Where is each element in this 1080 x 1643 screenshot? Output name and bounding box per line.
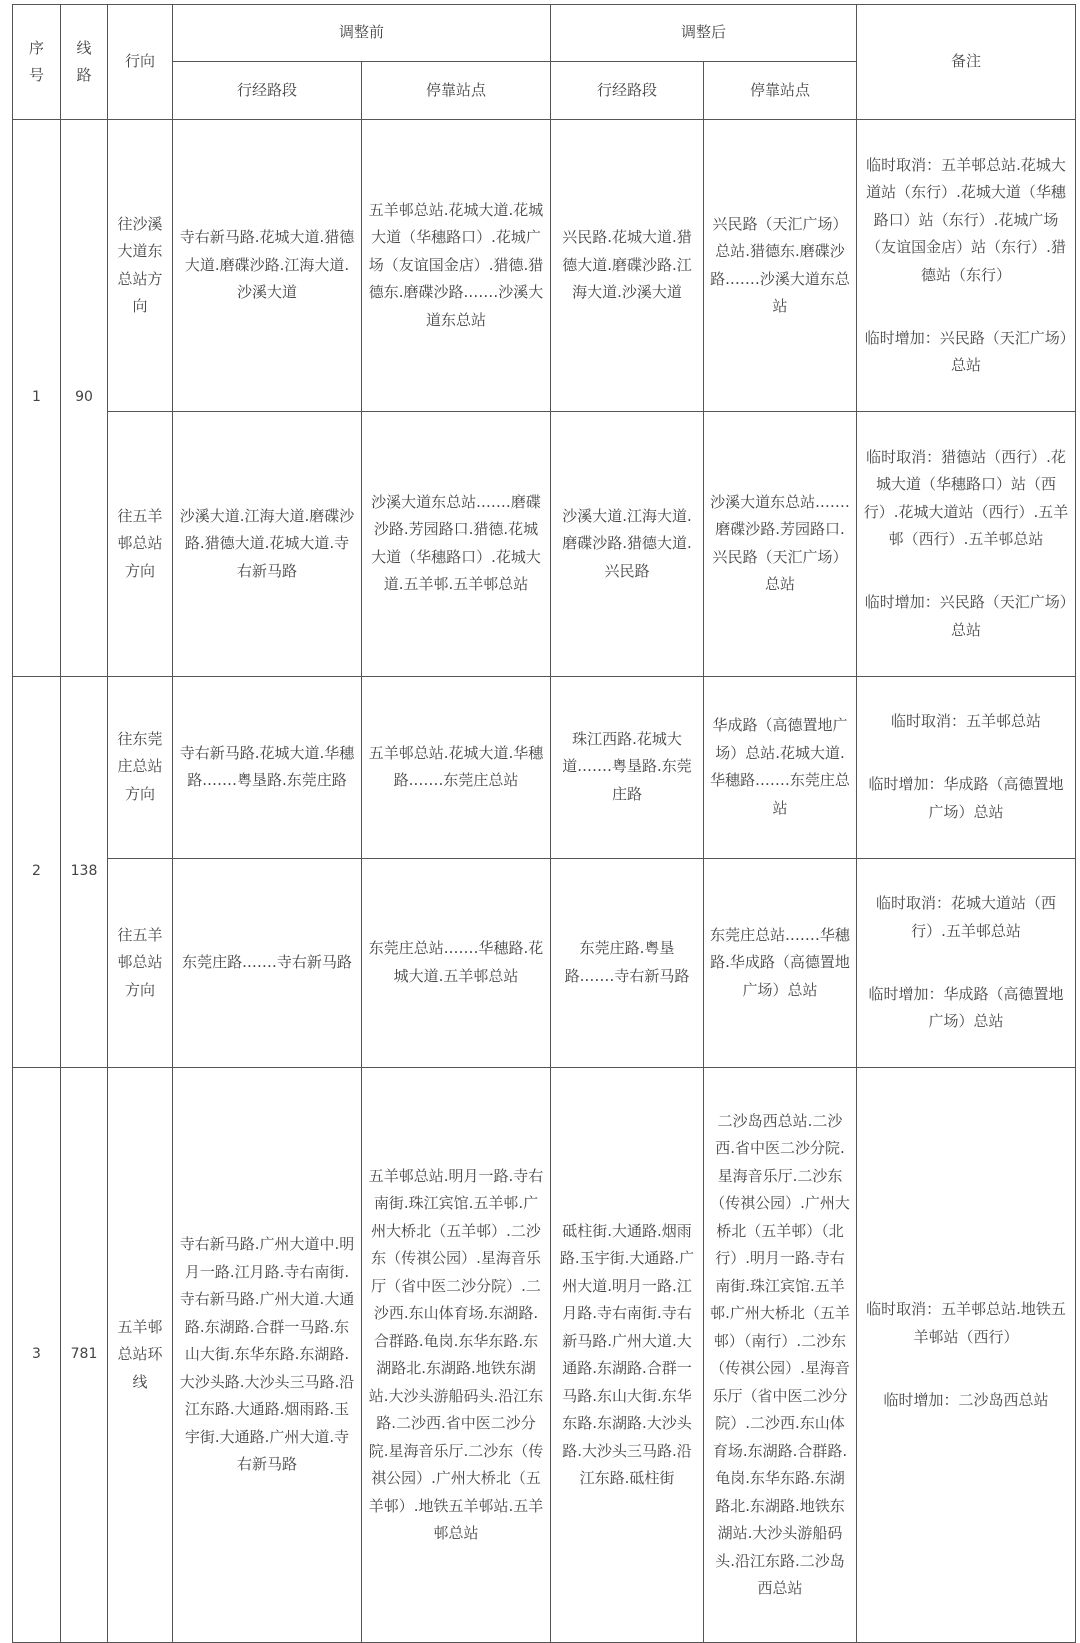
table-row (13, 120, 1076, 412)
route-after-cell: 东莞庄路.粤垦路.……寺右新马路 (551, 858, 704, 1068)
route-after-cell: 兴民路.花城大道.猎德大道.磨碟沙路.江海大道.沙溪大道 (551, 120, 704, 412)
stops-before-cell: 五羊邨总站.花城大道.花城大道（华穗路口）.花城广场（友谊国金店）.猎德.猎德东.磨碟沙路.……沙溪大道东总站 (362, 120, 551, 412)
stops-after-cell: 沙溪大道东总站.……磨碟沙路.芳园路口.兴民路（天汇广场）总站 (704, 412, 857, 677)
stops-after-cell: 二沙岛西总站.二沙西.省中医二沙分院.星海音乐厅.二沙东（传祺公园）.广州大桥北（五羊邨）（北行）.明月一路.寺右南街.珠江宾馆.五羊邨.广州大桥北（五羊邨）（南行）.二沙东（传祺公园）.星海音乐厅（省中医二沙分院）.二沙西.东山体育场.东湖路.合群路.龟岗.东华东路.东湖路北.东湖路.地铁东湖站.大沙头游船码头.沿江东路.二沙岛西总站 (704, 1068, 857, 1643)
route-after-cell: 砥柱街.大通路.烟雨路.玉宇街.大通路.广州大道.明月一路.江月路.寺右南街.寺右新马路.广州大道.大通路.东湖路.合群一马路.东山大街.东华东路.东湖路.大沙头路.大沙头三马路.沿江东路.砥柱街 (551, 1068, 704, 1643)
remarks-cell (857, 120, 1076, 412)
direction-cell: 往五羊邨总站方向 (108, 412, 173, 677)
direction-cell: 往沙溪大道东总站方向 (108, 120, 173, 412)
route-before-cell: 寺右新马路.花城大道.华穗路.……粤垦路.东莞庄路 (173, 676, 362, 858)
header-line: 线 路 (61, 5, 108, 120)
remarks-cell (857, 1068, 1076, 1643)
note-add: 临时增加：二沙岛西总站 (883, 1390, 1049, 1409)
header-route-after: 行经路段 (551, 62, 704, 120)
note-cancel: 临时取消：五羊邨总站 (891, 712, 1042, 730)
table-row (13, 858, 1076, 1068)
route-after-cell: 珠江西路.花城大道.……粤垦路.东莞庄路 (551, 676, 704, 858)
header-stops-before: 停靠站点 (362, 62, 551, 120)
stops-after-cell: 兴民路（天汇广场）总站.猎德东.磨碟沙路.……沙溪大道东总站 (704, 120, 857, 412)
remarks-cell (857, 412, 1076, 677)
stops-after-cell: 华成路（高德置地广场）总站.花城大道.华穗路.……东莞庄总站 (704, 676, 857, 858)
route-before-cell: 东莞庄路.……寺右新马路 (173, 858, 362, 1068)
stops-before-cell: 东莞庄总站.……华穗路.花城大道.五羊邨总站 (362, 858, 551, 1068)
header-direction: 行向 (108, 5, 173, 120)
stops-before-cell: 五羊邨总站.花城大道.华穗路.……东莞庄总站 (362, 676, 551, 858)
seq-cell: 2 (13, 676, 61, 1068)
note-cancel: 临时取消：花城大道站（西行）.五羊邨总站 (876, 894, 1057, 940)
seq-cell: 1 (13, 120, 61, 677)
line-cell: 90 (61, 120, 108, 677)
header-route-before: 行经路段 (173, 62, 362, 120)
route-adjustment-table (12, 4, 1076, 1643)
stops-before-cell: 沙溪大道东总站.……磨碟沙路.芳园路口.猎德.花城大道（华穗路口）.花城大道.五羊邨.五羊邨总站 (362, 412, 551, 677)
route-before-cell: 寺右新马路.广州大道中.明月一路.江月路.寺右南街.寺右新马路.广州大道.大通路.东湖路.合群一马路.东山大街.东华东路.东湖路.大沙头路.大沙头三马路.沿江东路.大通路.烟雨路.玉宇街.大通路.广州大道.寺右新马路 (173, 1068, 362, 1643)
table-row (13, 676, 1076, 858)
note-add: 临时增加：兴民路（天汇广场）总站 (864, 328, 1068, 374)
header-stops-after: 停靠站点 (704, 62, 857, 120)
seq-cell: 3 (13, 1068, 61, 1643)
note-add: 临时增加：兴民路（天汇广场）总站 (864, 593, 1068, 639)
note-add: 临时增加：华成路（高德置地广场）总站 (868, 984, 1064, 1030)
note-cancel: 临时取消：猎德站（西行）.花城大道（华穗路口）站（西行）.花城大道站（西行）.五羊邨（西行）.五羊邨总站 (863, 447, 1069, 548)
table-row (13, 412, 1076, 677)
note-cancel: 临时取消：五羊邨总站.地铁五羊邨站（西行） (866, 1300, 1066, 1346)
route-after-cell: 沙溪大道.江海大道.磨碟沙路.猎德大道.兴民路 (551, 412, 704, 677)
line-cell: 781 (61, 1068, 108, 1643)
remarks-cell (857, 676, 1076, 858)
route-before-cell: 寺右新马路.花城大道.猎德大道.磨碟沙路.江海大道.沙溪大道 (173, 120, 362, 412)
header-remarks: 备注 (857, 5, 1076, 120)
remarks-cell (857, 858, 1076, 1068)
stops-after-cell: 东莞庄总站.……华穗路.华成路（高德置地广场）总站 (704, 858, 857, 1068)
note-add: 临时增加：华成路（高德置地广场）总站 (868, 775, 1064, 821)
table-row (13, 1068, 1076, 1643)
line-cell: 138 (61, 676, 108, 1068)
route-before-cell: 沙溪大道.江海大道.磨碟沙路.猎德大道.花城大道.寺右新马路 (173, 412, 362, 677)
header-after: 调整后 (551, 5, 857, 62)
direction-cell: 往五羊邨总站方向 (108, 858, 173, 1068)
direction-cell: 五羊邨总站环线 (108, 1068, 173, 1643)
direction-cell: 往东莞庄总站方向 (108, 676, 173, 858)
header-before: 调整前 (173, 5, 551, 62)
header-seq: 序 号 (13, 5, 61, 120)
header-row-top (13, 5, 1076, 62)
stops-before-cell: 五羊邨总站.明月一路.寺右南街.珠江宾馆.五羊邨.广州大桥北（五羊邨）.二沙东（传祺公园）.星海音乐厅（省中医二沙分院）.二沙西.东山体育场.东湖路.合群路.龟岗.东华东路.东湖路北.东湖路.地铁东湖站.大沙头游船码头.沿江东路.二沙西.省中医二沙分院.星海音乐厅.二沙东（传祺公园）.广州大桥北（五羊邨）.地铁五羊邨站.五羊邨总站 (362, 1068, 551, 1643)
note-cancel: 临时取消：五羊邨总站.花城大道站（东行）.花城大道（华穗路口）站（东行）.花城广场（友谊国金店）站（东行）.猎德站（东行） (866, 155, 1066, 284)
